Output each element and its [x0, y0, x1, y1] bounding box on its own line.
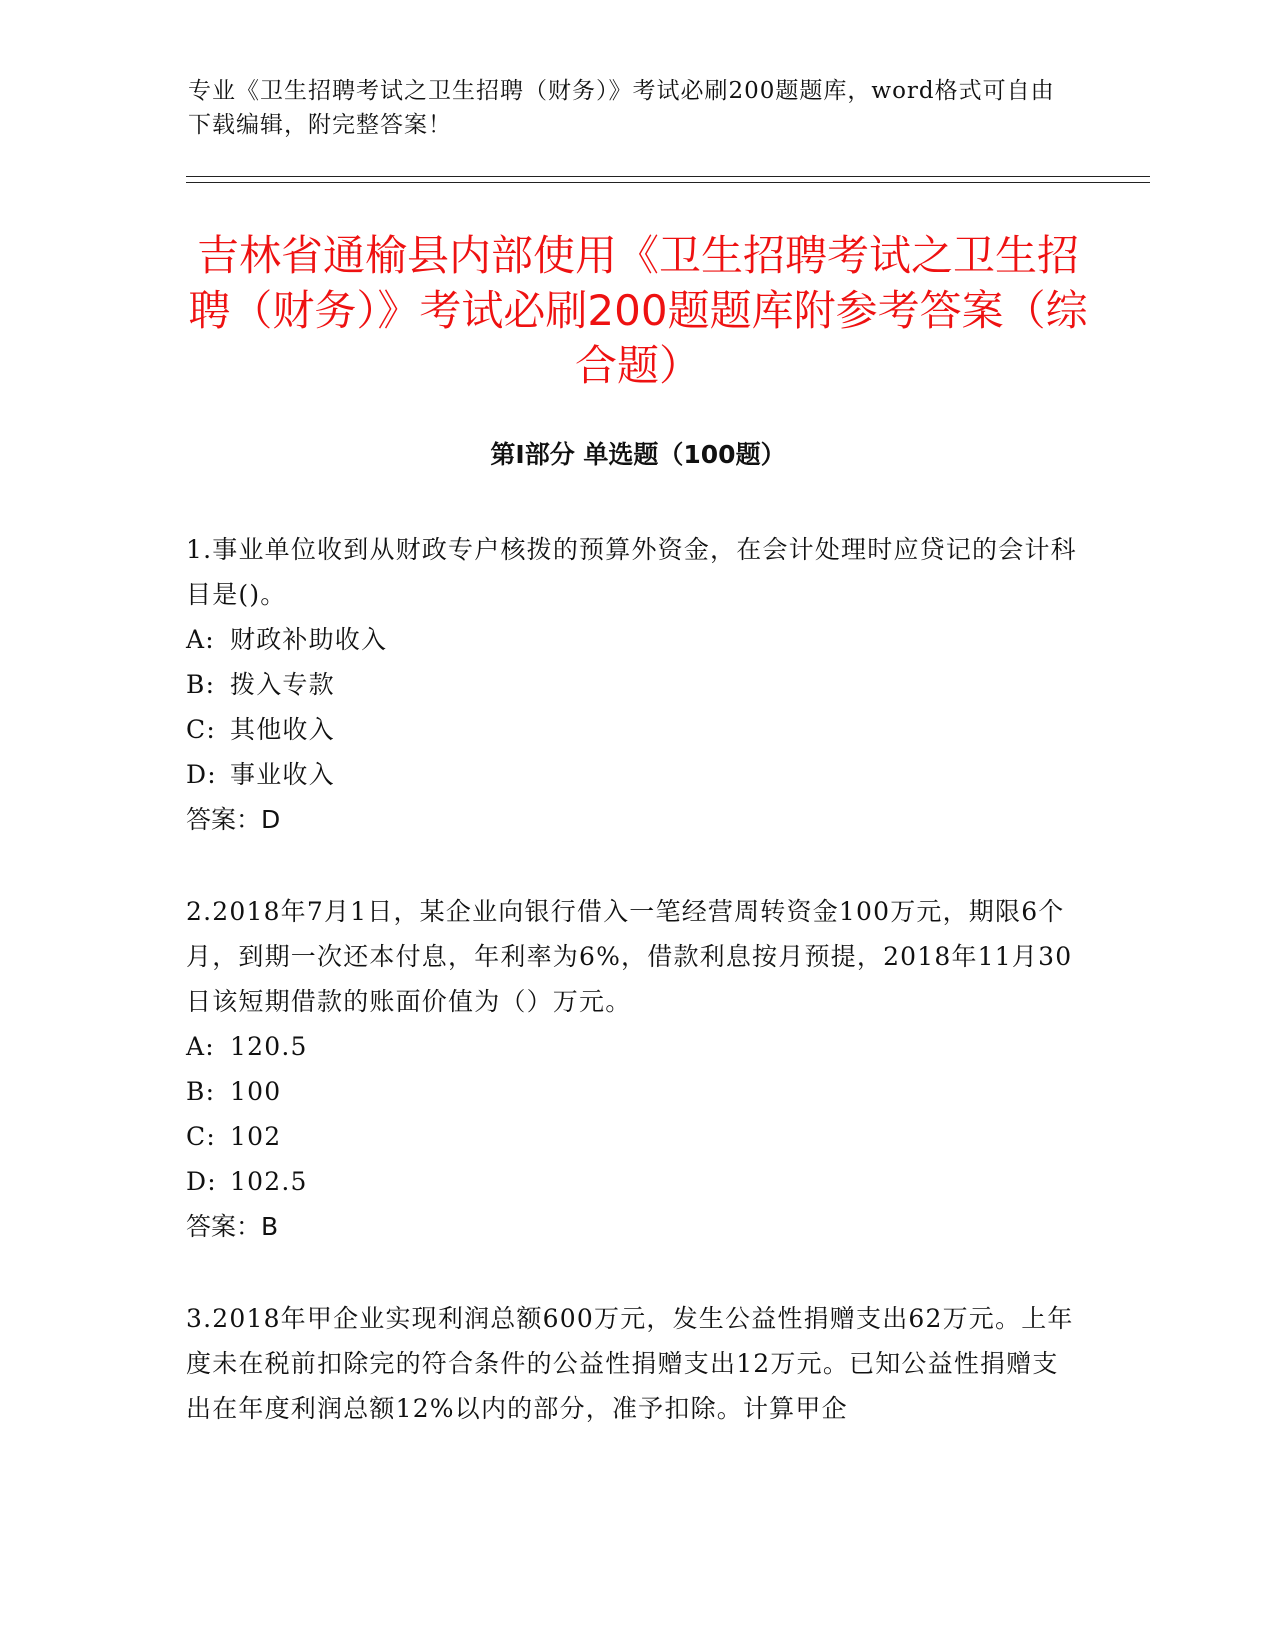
- option-text: 拨入专款: [230, 670, 335, 699]
- header-rule-bottom: [186, 182, 1150, 183]
- question-stem: 1.事业单位收到从财政专户核拨的预算外资金，在会计处理时应贷记的会计科目是()。: [186, 535, 1077, 609]
- question-1: [186, 527, 1081, 842]
- option-d: [186, 1159, 1081, 1204]
- question-stem: 2.2018年7月1日，某企业向银行借入一笔经营周转资金100万元，期限6个月，到期一次还本付息，年利率为6%，借款利息按月预提，2018年11月30日该短期借款的账面价值为（）万元。: [186, 897, 1073, 1016]
- option-key: C:: [186, 1122, 216, 1151]
- option-key: A:: [186, 625, 215, 654]
- option-c: [186, 707, 1081, 752]
- option-key: D:: [186, 760, 217, 789]
- option-key: C:: [186, 715, 216, 744]
- option-key: B:: [186, 670, 216, 699]
- option-text: 事业收入: [230, 760, 335, 789]
- question-list: [186, 527, 1081, 1478]
- answer-label: 答案：D: [186, 805, 281, 834]
- option-a: [186, 617, 1081, 662]
- answer-label: 答案：B: [186, 1212, 279, 1241]
- option-key: D:: [186, 1167, 217, 1196]
- option-text: 其他收入: [230, 715, 335, 744]
- section-title: 第Ⅰ部分 单选题（100题）: [490, 440, 786, 469]
- question-3: [186, 1296, 1081, 1431]
- option-key: A:: [186, 1032, 215, 1061]
- option-b: [186, 1069, 1081, 1114]
- option-text: 120.5: [230, 1032, 308, 1061]
- question-stem: 3.2018年甲企业实现利润总额600万元，发生公益性捐赠支出62万元。上年度未在税前扣除完的符合条件的公益性捐赠支出12万元。已知公益性捐赠支出在年度利润总额12%以内的部分，准予扣除。计算甲企: [186, 1304, 1074, 1423]
- question-2: [186, 889, 1081, 1249]
- header-rule-top: [186, 176, 1150, 177]
- option-text: 102: [230, 1122, 282, 1151]
- option-b: [186, 662, 1081, 707]
- option-text: 财政补助收入: [230, 625, 388, 654]
- document-title: 吉林省通榆县内部使用《卫生招聘考试之卫生招聘（财务）》考试必刷200题题库附参考答案（综合题）: [188, 231, 1088, 390]
- option-a: [186, 1024, 1081, 1069]
- option-text: 102.5: [230, 1167, 308, 1196]
- option-text: 100: [230, 1077, 282, 1106]
- header-note: 专业《卫生招聘考试之卫生招聘（财务）》考试必刷200题题库，word格式可自由下载编辑，附完整答案！: [188, 78, 1055, 138]
- option-c: [186, 1114, 1081, 1159]
- option-d: [186, 752, 1081, 797]
- option-key: B:: [186, 1077, 216, 1106]
